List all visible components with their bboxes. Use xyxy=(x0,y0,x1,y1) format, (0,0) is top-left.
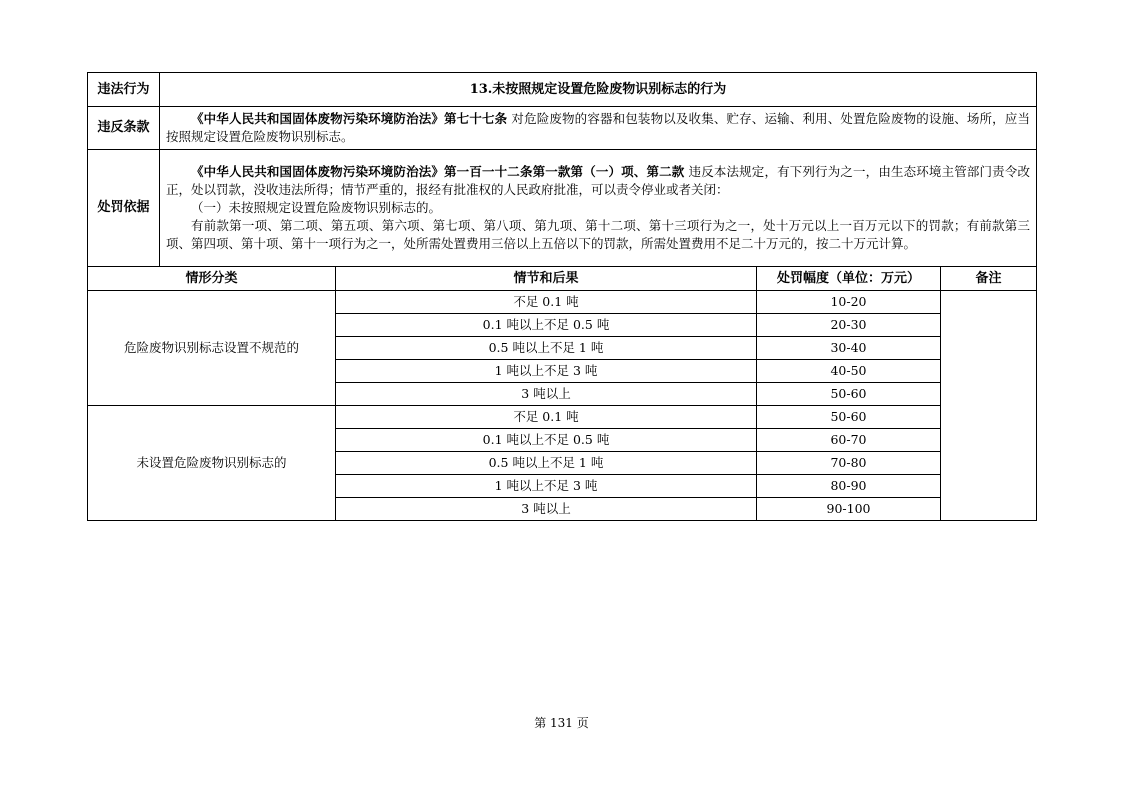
detail-cell: 1 吨以上不足 3 吨 xyxy=(336,475,757,498)
violated-clause-row xyxy=(88,107,1037,150)
range-cell: 80-90 xyxy=(757,475,941,498)
detail-cell: 0.5 吨以上不足 1 吨 xyxy=(336,452,757,475)
detail-cell: 3 吨以上 xyxy=(336,383,757,406)
range-cell: 20-30 xyxy=(757,314,941,337)
violation-row xyxy=(88,73,1037,107)
range-cell: 50-60 xyxy=(757,406,941,429)
range-cell: 30-40 xyxy=(757,337,941,360)
detail-cell: 0.5 吨以上不足 1 吨 xyxy=(336,337,757,360)
detail-cell: 3 吨以上 xyxy=(336,498,757,521)
range-cell: 60-70 xyxy=(757,429,941,452)
clause-text: 对危险废物的容器和包装物以及收集、贮存、运输、利用、处置危险废物的设施、场所，应当按照规定设置危险废物识别标志。 xyxy=(166,111,1030,144)
basis-item: （一）未按照规定设置危险废物识别标志的。 xyxy=(191,200,442,215)
detail-cell: 1 吨以上不足 3 吨 xyxy=(336,360,757,383)
detail-cell: 0.1 吨以上不足 0.5 吨 xyxy=(336,314,757,337)
header-detail: 情节和后果 xyxy=(336,267,757,291)
category-cell: 危险废物识别标志设置不规范的 xyxy=(88,291,336,406)
detail-cell: 不足 0.1 吨 xyxy=(336,406,757,429)
penalty-basis-label: 处罚依据 xyxy=(88,150,160,267)
page-number: 第 131 页 xyxy=(534,716,589,730)
basis-text: 违反本法规定，有下列行为之一，由生态环境主管部门责令改正，处以罚款，没收违法所得；情节严重的，报经有批准权的人民政府批准，可以责令停业或者关闭： xyxy=(166,164,1030,197)
header-category: 情形分类 xyxy=(88,267,336,291)
range-cell: 70-80 xyxy=(757,452,941,475)
header-table xyxy=(87,72,1037,267)
violated-clause-content xyxy=(160,107,1037,150)
penalty-basis-row xyxy=(88,150,1037,267)
header-note: 备注 xyxy=(941,267,1037,291)
penalty-basis-content xyxy=(160,150,1037,267)
range-cell: 50-60 xyxy=(757,383,941,406)
basis-paragraph: 有前款第一项、第二项、第五项、第六项、第七项、第八项、第九项、第十二项、第十三项行为之一，处十万元以上一百万元以下的罚款；有前款第三项、第四项、第十项、第十一项行为之一，处所需处置费用三倍以上五倍以下的罚款，所需处置费用不足二十万元的，按二十万元计算。 xyxy=(166,218,1030,251)
range-cell: 10-20 xyxy=(757,291,941,314)
detail-cell: 0.1 吨以上不足 0.5 吨 xyxy=(336,429,757,452)
range-cell: 90-100 xyxy=(757,498,941,521)
violation-title: 13.未按照规定设置危险废物识别标志的行为 xyxy=(160,73,1037,107)
penalty-table xyxy=(87,266,1037,521)
range-cell: 40-50 xyxy=(757,360,941,383)
violation-label: 违法行为 xyxy=(88,73,160,107)
clause-law-citation: 《中华人民共和国固体废物污染环境防治法》第七十七条 xyxy=(191,111,508,126)
category-cell: 未设置危险废物识别标志的 xyxy=(88,406,336,521)
detail-cell: 不足 0.1 吨 xyxy=(336,291,757,314)
document-sheet xyxy=(87,72,1036,521)
basis-law-citation: 《中华人民共和国固体废物污染环境防治法》第一百一十二条第一款第（一）项、第二款 xyxy=(191,164,685,179)
penalty-header-row xyxy=(88,267,1037,291)
violated-clause-label: 违反条款 xyxy=(88,107,160,150)
note-cell xyxy=(941,291,1037,521)
table-row xyxy=(88,406,1037,429)
table-row xyxy=(88,291,1037,314)
header-range: 处罚幅度（单位：万元） xyxy=(757,267,941,291)
